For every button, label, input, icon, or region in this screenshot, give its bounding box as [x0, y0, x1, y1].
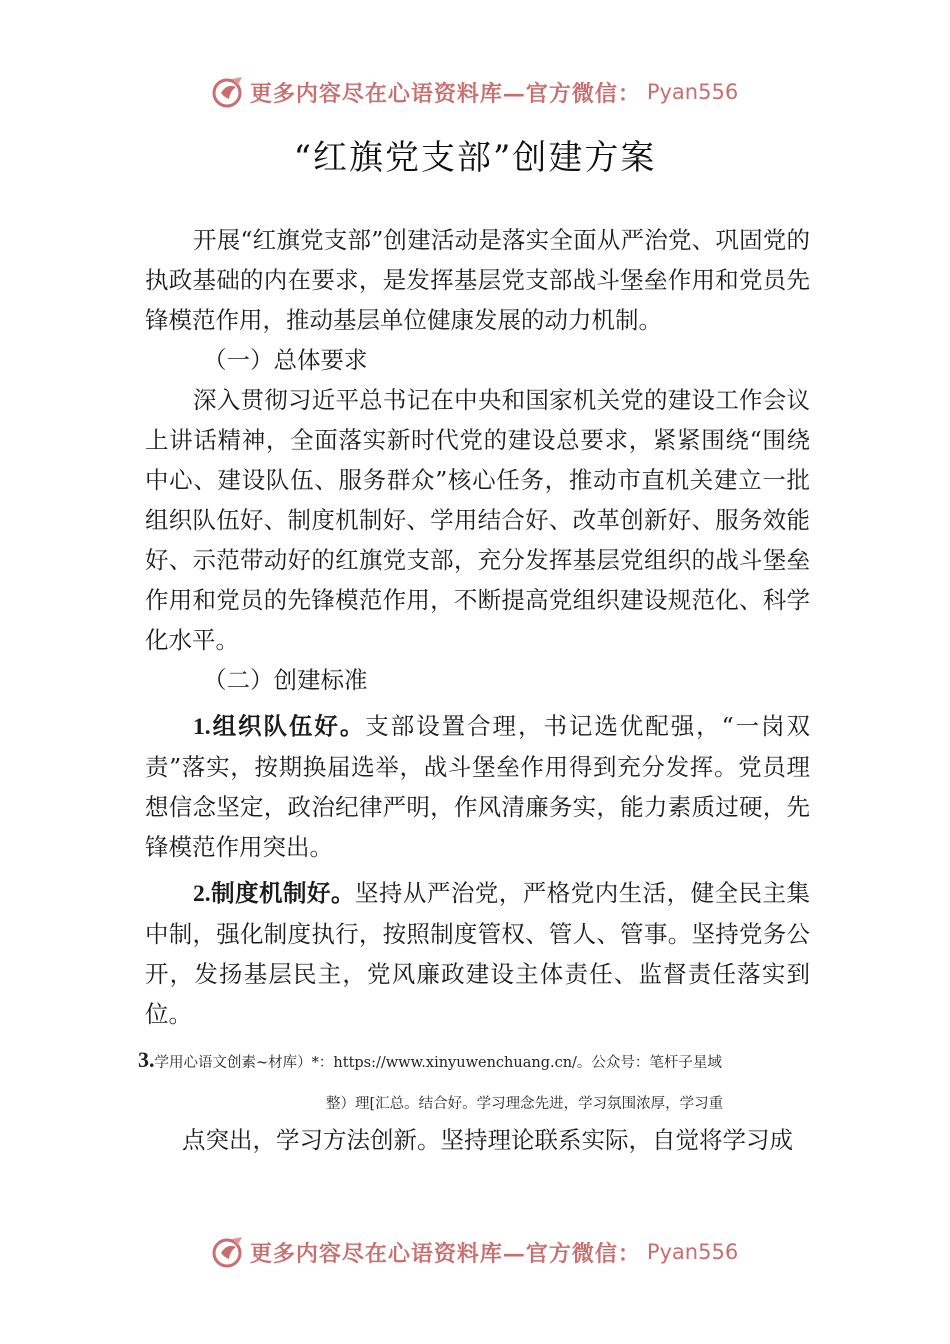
footer-watermark-banner — [0, 1228, 950, 1276]
section2-heading: （二）创建标准 — [203, 666, 368, 694]
standard-item-1 — [145, 706, 810, 867]
item-body: 支部设置合理，书记选优配强，“一岗双责”落实，按期换届选举，战斗堡垒作用得到充分发挥。党员理想信念坚定，政治纪律严明，作风清廉务实，能力素质过硬，先锋模范作用突出。 — [145, 712, 811, 861]
banner-text: 更多内容尽在心语资料库—官方微信： — [249, 1240, 641, 1267]
standard-item-2 — [145, 873, 810, 1034]
banner-text: 更多内容尽在心语资料库—官方微信： — [249, 80, 641, 107]
item3-line3: 点突出，学习方法创新。坚持理论联系实际，自觉将学习成 — [182, 1126, 793, 1154]
document-title: “红旗党支部”创建方案 — [293, 138, 657, 178]
item-number: 3. — [138, 1047, 155, 1072]
intro-paragraph: 开展“红旗党支部”创建活动是落实全面从严治党、巩固党的执政基础的内在要求，是发挥基层党支部战斗堡垒作用和党员先锋模范作用，推动基层单位健康发展的动力机制。 — [145, 226, 810, 334]
document-body — [145, 220, 810, 1034]
item3-text-line2: 整）理[汇总。结合好。学习理念先进，学习氛围浓厚，学习重 — [326, 1096, 724, 1112]
item-body: 坚持从严治党，严格党内生活，健全民主集中制，强化制度执行，按照制度管权、管人、管事。坚持党务公开，发扬基层民主，党风廉政建设主体责任、监督责任落实到位。 — [145, 879, 811, 1028]
item3-line2 — [326, 1094, 810, 1114]
header-watermark-banner — [0, 68, 950, 116]
banner-wechat-id: Pyan556 — [646, 1240, 739, 1264]
brand-logo-icon — [212, 1235, 246, 1269]
item-lead: 制度机制好。 — [210, 879, 355, 907]
brand-logo-icon — [212, 75, 246, 109]
item-number: 1. — [193, 714, 211, 740]
banner-wechat-id: Pyan556 — [646, 80, 739, 104]
section1-heading: （一）总体要求 — [203, 346, 368, 374]
section1-paragraph: 深入贯彻习近平总书记在中央和国家机关党的建设工作会议上讲话精神，全面落实新时代党的建设总要求，紧紧围绕“围绕中心、建设队伍、服务群众”核心任务，推动市直机关建立一批组织队伍好、制度机制好、学用结合好、改革创新好、服务效能好、示范带动好的红旗党支部，充分发挥基层党组织的战斗堡垒作用和党员的先锋模范作用，不断提高党组织建设规范化、科学化水平。 — [145, 386, 810, 654]
item-lead: 组织队伍好。 — [210, 712, 366, 740]
item-number: 2. — [193, 881, 211, 907]
item3-line1 — [138, 1047, 810, 1073]
item3-text-line1: 学用心语文创素~材库）*：https://www.xinyuwenchuang.cn/。公众号：笔杆子星域 — [154, 1055, 722, 1071]
